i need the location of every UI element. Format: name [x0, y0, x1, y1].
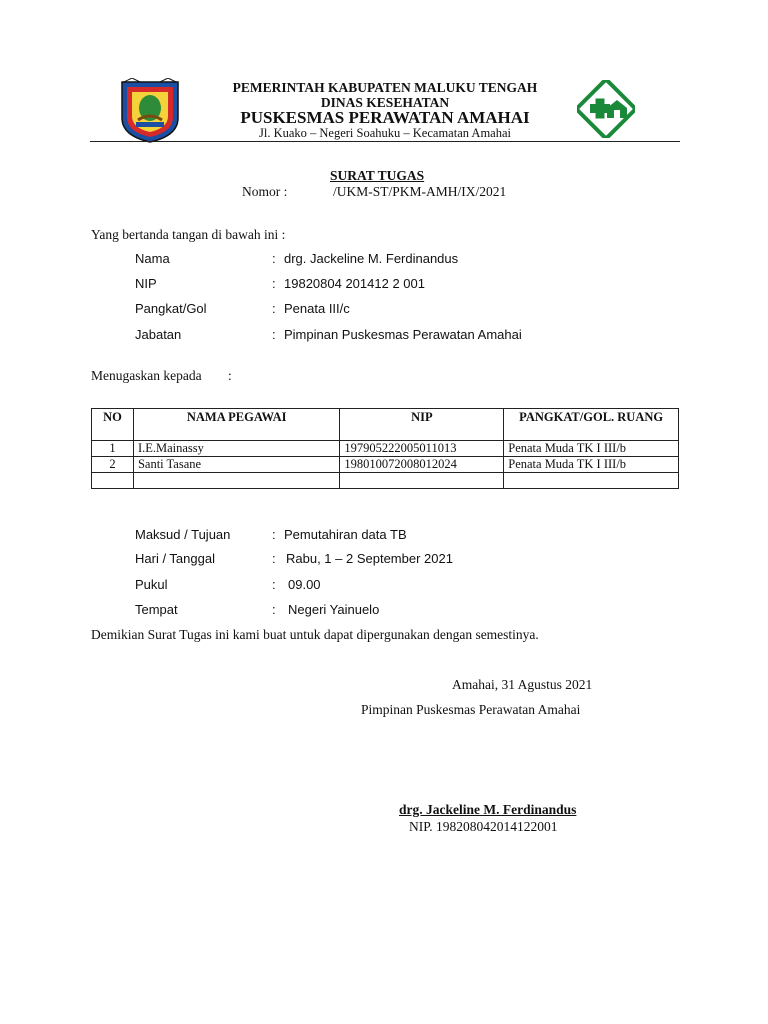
header-address-line: Jl. Kuako – Negeri Soahuku – Kecamatan Amahai	[258, 126, 511, 140]
field-colon: :	[272, 327, 276, 342]
place-date: Amahai, 31 Agustus 2021	[452, 677, 593, 692]
field-colon: :	[272, 301, 276, 316]
table-cell: 2	[92, 457, 134, 473]
field-colon: :	[272, 276, 276, 291]
letter-number-value: /UKM-ST/PKM-AMH/IX/2021	[333, 184, 507, 199]
intro-text: Yang bertanda tangan di bawah ini :	[91, 227, 286, 242]
detail-value: Negeri Yainuelo	[288, 602, 380, 617]
health-cross-house-icon	[577, 80, 635, 138]
regency-crest-icon	[118, 78, 182, 144]
table-row	[92, 457, 679, 473]
table-cell: I.E.Mainassy	[133, 441, 339, 457]
detail-colon: :	[272, 551, 276, 566]
field-colon: :	[272, 251, 276, 266]
field-label: Pangkat/Gol	[135, 301, 207, 316]
detail-label: Pukul	[135, 577, 168, 592]
column-header: NAMA PEGAWAI	[133, 409, 339, 441]
closing-text: Demikian Surat Tugas ini kami buat untuk dapat dipergunakan dengan semestinya.	[91, 627, 539, 642]
table-row	[92, 473, 679, 489]
table-cell	[92, 473, 134, 489]
field-value: Pimpinan Puskesmas Perawatan Amahai	[284, 327, 522, 342]
assign-label: Menugaskan kepada	[91, 368, 202, 383]
header-department-line: DINAS KESEHATAN	[320, 95, 450, 110]
table-cell: 1	[92, 441, 134, 457]
field-value: drg. Jackeline M. Ferdinandus	[284, 251, 459, 266]
field-value: 19820804 201412 2 001	[284, 276, 425, 291]
header-institution-line: PUSKESMAS PERAWATAN AMAHAI	[240, 108, 530, 127]
employee-table	[91, 408, 679, 489]
assign-colon: :	[228, 368, 232, 383]
detail-colon: :	[272, 527, 276, 542]
table-cell	[133, 473, 339, 489]
table-header-row	[92, 409, 679, 441]
detail-value: Rabu, 1 – 2 September 2021	[286, 551, 453, 566]
table-cell: Penata Muda TK I III/b	[504, 457, 679, 473]
detail-label: Hari / Tanggal	[135, 551, 215, 566]
table-row	[92, 441, 679, 457]
column-header: PANGKAT/GOL. RUANG	[504, 409, 679, 441]
header-government-line: PEMERINTAH KABUPATEN MALUKU TENGAH	[232, 80, 538, 95]
table-cell: 198010072008012024	[340, 457, 504, 473]
header-divider	[90, 141, 680, 142]
signer-name: drg. Jackeline M. Ferdinandus	[399, 802, 577, 817]
detail-colon: :	[272, 577, 276, 592]
table-cell	[340, 473, 504, 489]
detail-label: Maksud / Tujuan	[135, 527, 231, 542]
letter-number-label: Nomor :	[242, 184, 288, 199]
detail-label: Tempat	[135, 602, 178, 617]
field-value: Penata III/c	[284, 301, 350, 316]
signer-position: Pimpinan Puskesmas Perawatan Amahai	[361, 702, 581, 717]
column-header: NIP	[340, 409, 504, 441]
field-label: Nama	[135, 251, 170, 266]
table-cell: Santi Tasane	[133, 457, 339, 473]
detail-value: Pemutahiran data TB	[284, 527, 407, 542]
letter-title: SURAT TUGAS	[330, 168, 425, 183]
column-header: NO	[92, 409, 134, 441]
table-cell	[504, 473, 679, 489]
field-label: NIP	[135, 276, 157, 291]
table-cell: Penata Muda TK I III/b	[504, 441, 679, 457]
signer-nip: NIP. 198208042014122001	[409, 819, 558, 834]
table-cell: 197905222005011013	[340, 441, 504, 457]
field-label: Jabatan	[135, 327, 182, 342]
detail-value: 09.00	[288, 577, 321, 592]
detail-colon: :	[272, 602, 276, 617]
